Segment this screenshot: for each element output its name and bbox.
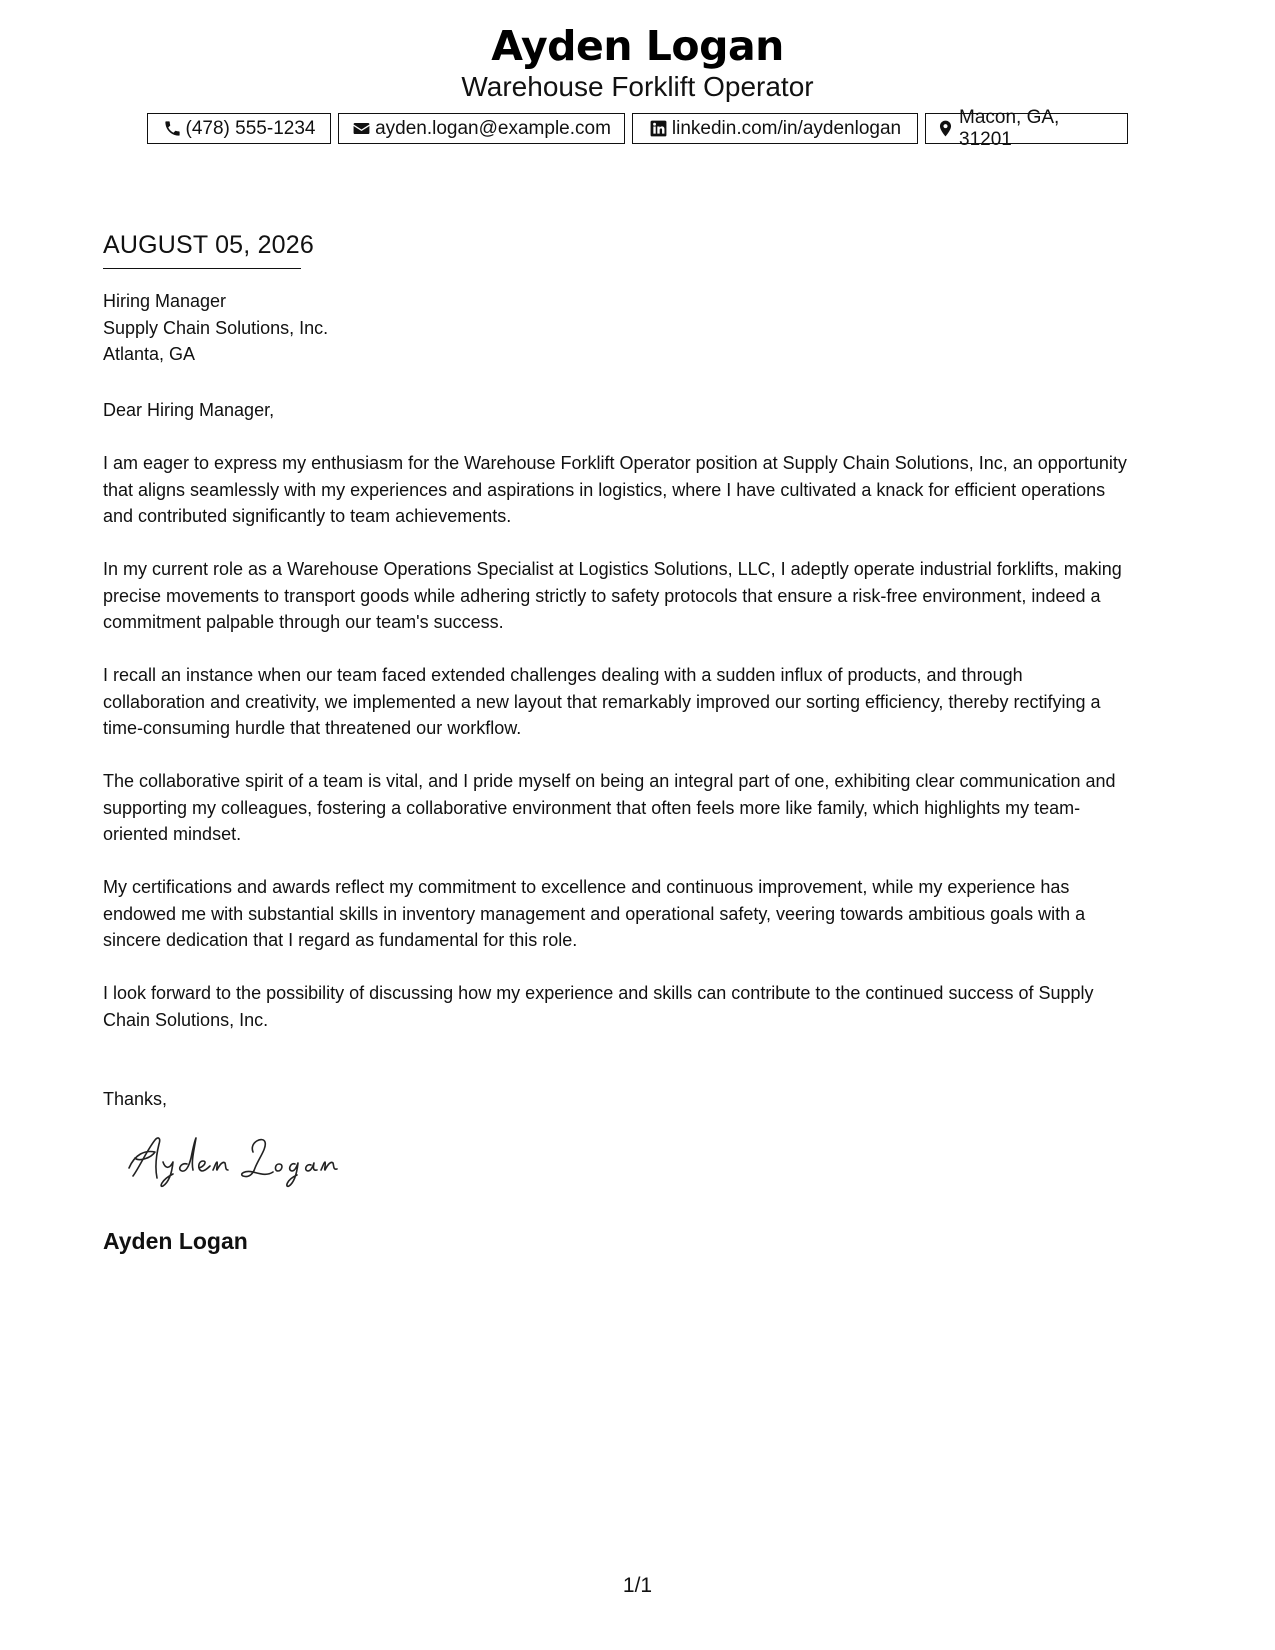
paragraph-line: that aligns seamlessly with my experiences and aspirations in logistics, where I have cultivated a knack for efficient operations [103, 479, 1106, 500]
applicant-name: Ayden Logan [491, 22, 784, 70]
paragraph-line: I look forward to the possibility of discussing how my experience and skills can contribute to the continued success of Supply [103, 983, 1094, 1003]
paragraph-line: sincere dedication that I regard as fundamental for this role. [103, 930, 578, 950]
paragraph-line: In my current role as a Warehouse Operations Specialist at Logistics Solutions, LLC, I adeptly operate industrial forklifts, making [103, 559, 1122, 579]
salutation: Dear Hiring Manager, [103, 400, 275, 420]
paragraph-line: My certifications and awards reflect my commitment to excellence and continuous improvement, while my experience has [103, 877, 1070, 897]
paragraph-line: oriented mindset. [103, 824, 242, 844]
recipient-line: Atlanta, GA [103, 344, 196, 364]
contact-location[interactable] [925, 106, 1128, 150]
paragraph-line: supporting my colleagues, fostering a collaborative environment that often feels more like family, which highlights my team- [103, 797, 1081, 818]
recipient-line: Hiring Manager [103, 291, 227, 311]
contact-email[interactable] [338, 113, 625, 144]
contact-location-text: Macon, GA, 31201 [959, 106, 1060, 150]
contact-bar [0, 106, 1275, 150]
paragraph-line: The collaborative spirit of a team is vital, and I pride myself on being an integral part of one, exhibiting clear communication and [103, 771, 1116, 791]
contact-phone[interactable] [147, 113, 331, 144]
paragraph-line: collaboration and creativity, we implemented a new layout that remarkably improved our sorting efficiency, thereby rectifying a [103, 691, 1101, 712]
applicant-job-title: Warehouse Forklift Operator [461, 71, 814, 102]
phone-icon [163, 119, 182, 138]
paragraph-line: I am eager to express my enthusiasm for the Warehouse Forklift Operator position at Supply Chain Solutions, Inc, an opportunity [103, 453, 1127, 473]
letter-paragraph-6 [103, 980, 1178, 1033]
paragraph-line: Chain Solutions, Inc. [103, 1009, 269, 1030]
letter-paragraph-2 [103, 556, 1178, 636]
page-number: 1/1 [622, 1574, 653, 1597]
handwritten-signature [125, 1128, 355, 1188]
letter-paragraph-4 [103, 768, 1178, 848]
linkedin-icon [649, 119, 668, 138]
paragraph-line: precise movements to transport goods while adhering strictly to safety protocols that ensure a risk-free environment, indeed a [103, 585, 1101, 606]
paragraph-line: time-consuming hurdle that threatened our workflow. [103, 718, 522, 738]
recipient-block [103, 288, 1178, 368]
contact-phone-text: (478) 555-1234 [185, 117, 316, 139]
letter-header [0, 20, 1275, 104]
letter-paragraph-5 [103, 874, 1178, 954]
signer-name: Ayden Logan [103, 1228, 248, 1254]
closing: Thanks, [103, 1089, 168, 1109]
date-underline [103, 268, 301, 269]
contact-linkedin[interactable] [632, 113, 918, 144]
letter-date: AUGUST 05, 2026 [103, 231, 314, 259]
paragraph-line: I recall an instance when our team faced extended challenges dealing with a sudden influx of products, and through [103, 665, 1023, 685]
contact-linkedin-text: linkedin.com/in/aydenlogan [671, 117, 902, 139]
letter-paragraph-3 [103, 662, 1178, 742]
contact-email-text: ayden.logan@example.com [375, 117, 611, 139]
envelope-icon [352, 119, 371, 138]
map-marker-icon [936, 119, 955, 138]
paragraph-line: endowed me with substantial skills in inventory management and operational safety, veering towards ambitious goals with a [103, 903, 1086, 924]
paragraph-line: and contributed significantly to team achievements. [103, 506, 512, 526]
recipient-line: Supply Chain Solutions, Inc. [103, 317, 329, 338]
letter-paragraph-1 [103, 450, 1178, 530]
paragraph-line: commitment palpable through our team's success. [103, 612, 504, 632]
